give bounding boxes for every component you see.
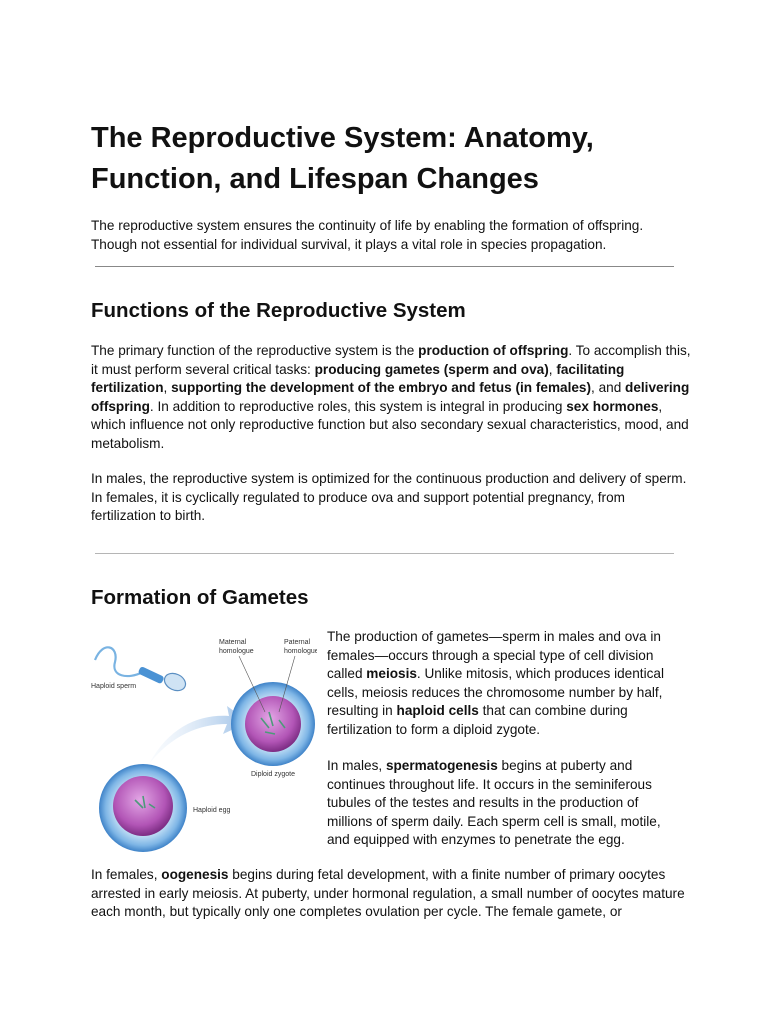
label-diploid-zygote: Diploid zygote [251,771,295,778]
label-haploid-egg: Haploid egg [193,807,231,814]
gametes-paragraph-3: In females, oogenesis begins during fetal development, with a finite number of primary oocytes arrested in early meiosis. At puberty, under hormonal regulation, a small number of oocytes mature each month, but typically only one completes ovulation per cycle. The female gamete, or [91,867,685,919]
section-divider [95,553,674,554]
label-paternal: Paternal [284,639,311,646]
egg-nucleus [113,776,173,836]
gametes-paragraph-1: The production of gametes—sperm in males and ova in females—occurs through a special type of cell division called meiosis. Unlike mitosis, which produces identical cells, meiosis reduces the chromosome number by half, resulting in haploid cells that can combine during fertilization to form a diploid zygote. [327,629,664,737]
fertilization-illustration [89,632,317,852]
label-homologue-1: homologue [219,648,254,655]
gametes-paragraph-2: In males, spermatogenesis begins at puberty and continues throughout life. It occurs in the seminiferous tubules of the testes and results in the production of millions of sperm daily. Each sperm cell is small, motile, and equipped with enzymes to penetrate the egg. [327,758,661,847]
fertilization-figure [89,632,317,852]
gametes-heading: Formation of Gametes [91,586,309,609]
label-homologue-2: homologue [284,648,317,655]
functions-paragraph-2: In males, the reproductive system is optimized for the continuous production and delivery of sperm. In females, it is cyclically regulated to produce ova and support potential pregnancy, from fertilization to birth. [91,471,687,523]
functions-heading: Functions of the Reproductive System [91,299,466,322]
sperm-tail [95,647,143,676]
sperm-midpiece [138,666,165,684]
sperm-head [162,670,189,694]
label-maternal: Maternal [219,639,247,646]
section-divider [95,266,674,267]
intro-paragraph: The reproductive system ensures the continuity of life by enabling the formation of offspring. Though not essential for individual survival, it plays a vital role in species propagation. [91,218,644,252]
label-haploid-sperm: Haploid sperm [91,683,137,690]
functions-paragraph-1: The primary function of the reproductive system is the production of offspring. To accomplish this, it must perform several critical tasks: producing gametes (sperm and ova), facilitating fertilization, supporting the development of the embryo and fetus (in females), and delivering offspring. In addition to reproductive roles, this system is integral in producing sex hormones, which influence not only reproductive function but also secondary sexual characteristics, mood, and metabolism. [91,343,691,451]
page-title: The Reproductive System: Anatomy, Function, and Lifespan Changes [91,122,594,195]
